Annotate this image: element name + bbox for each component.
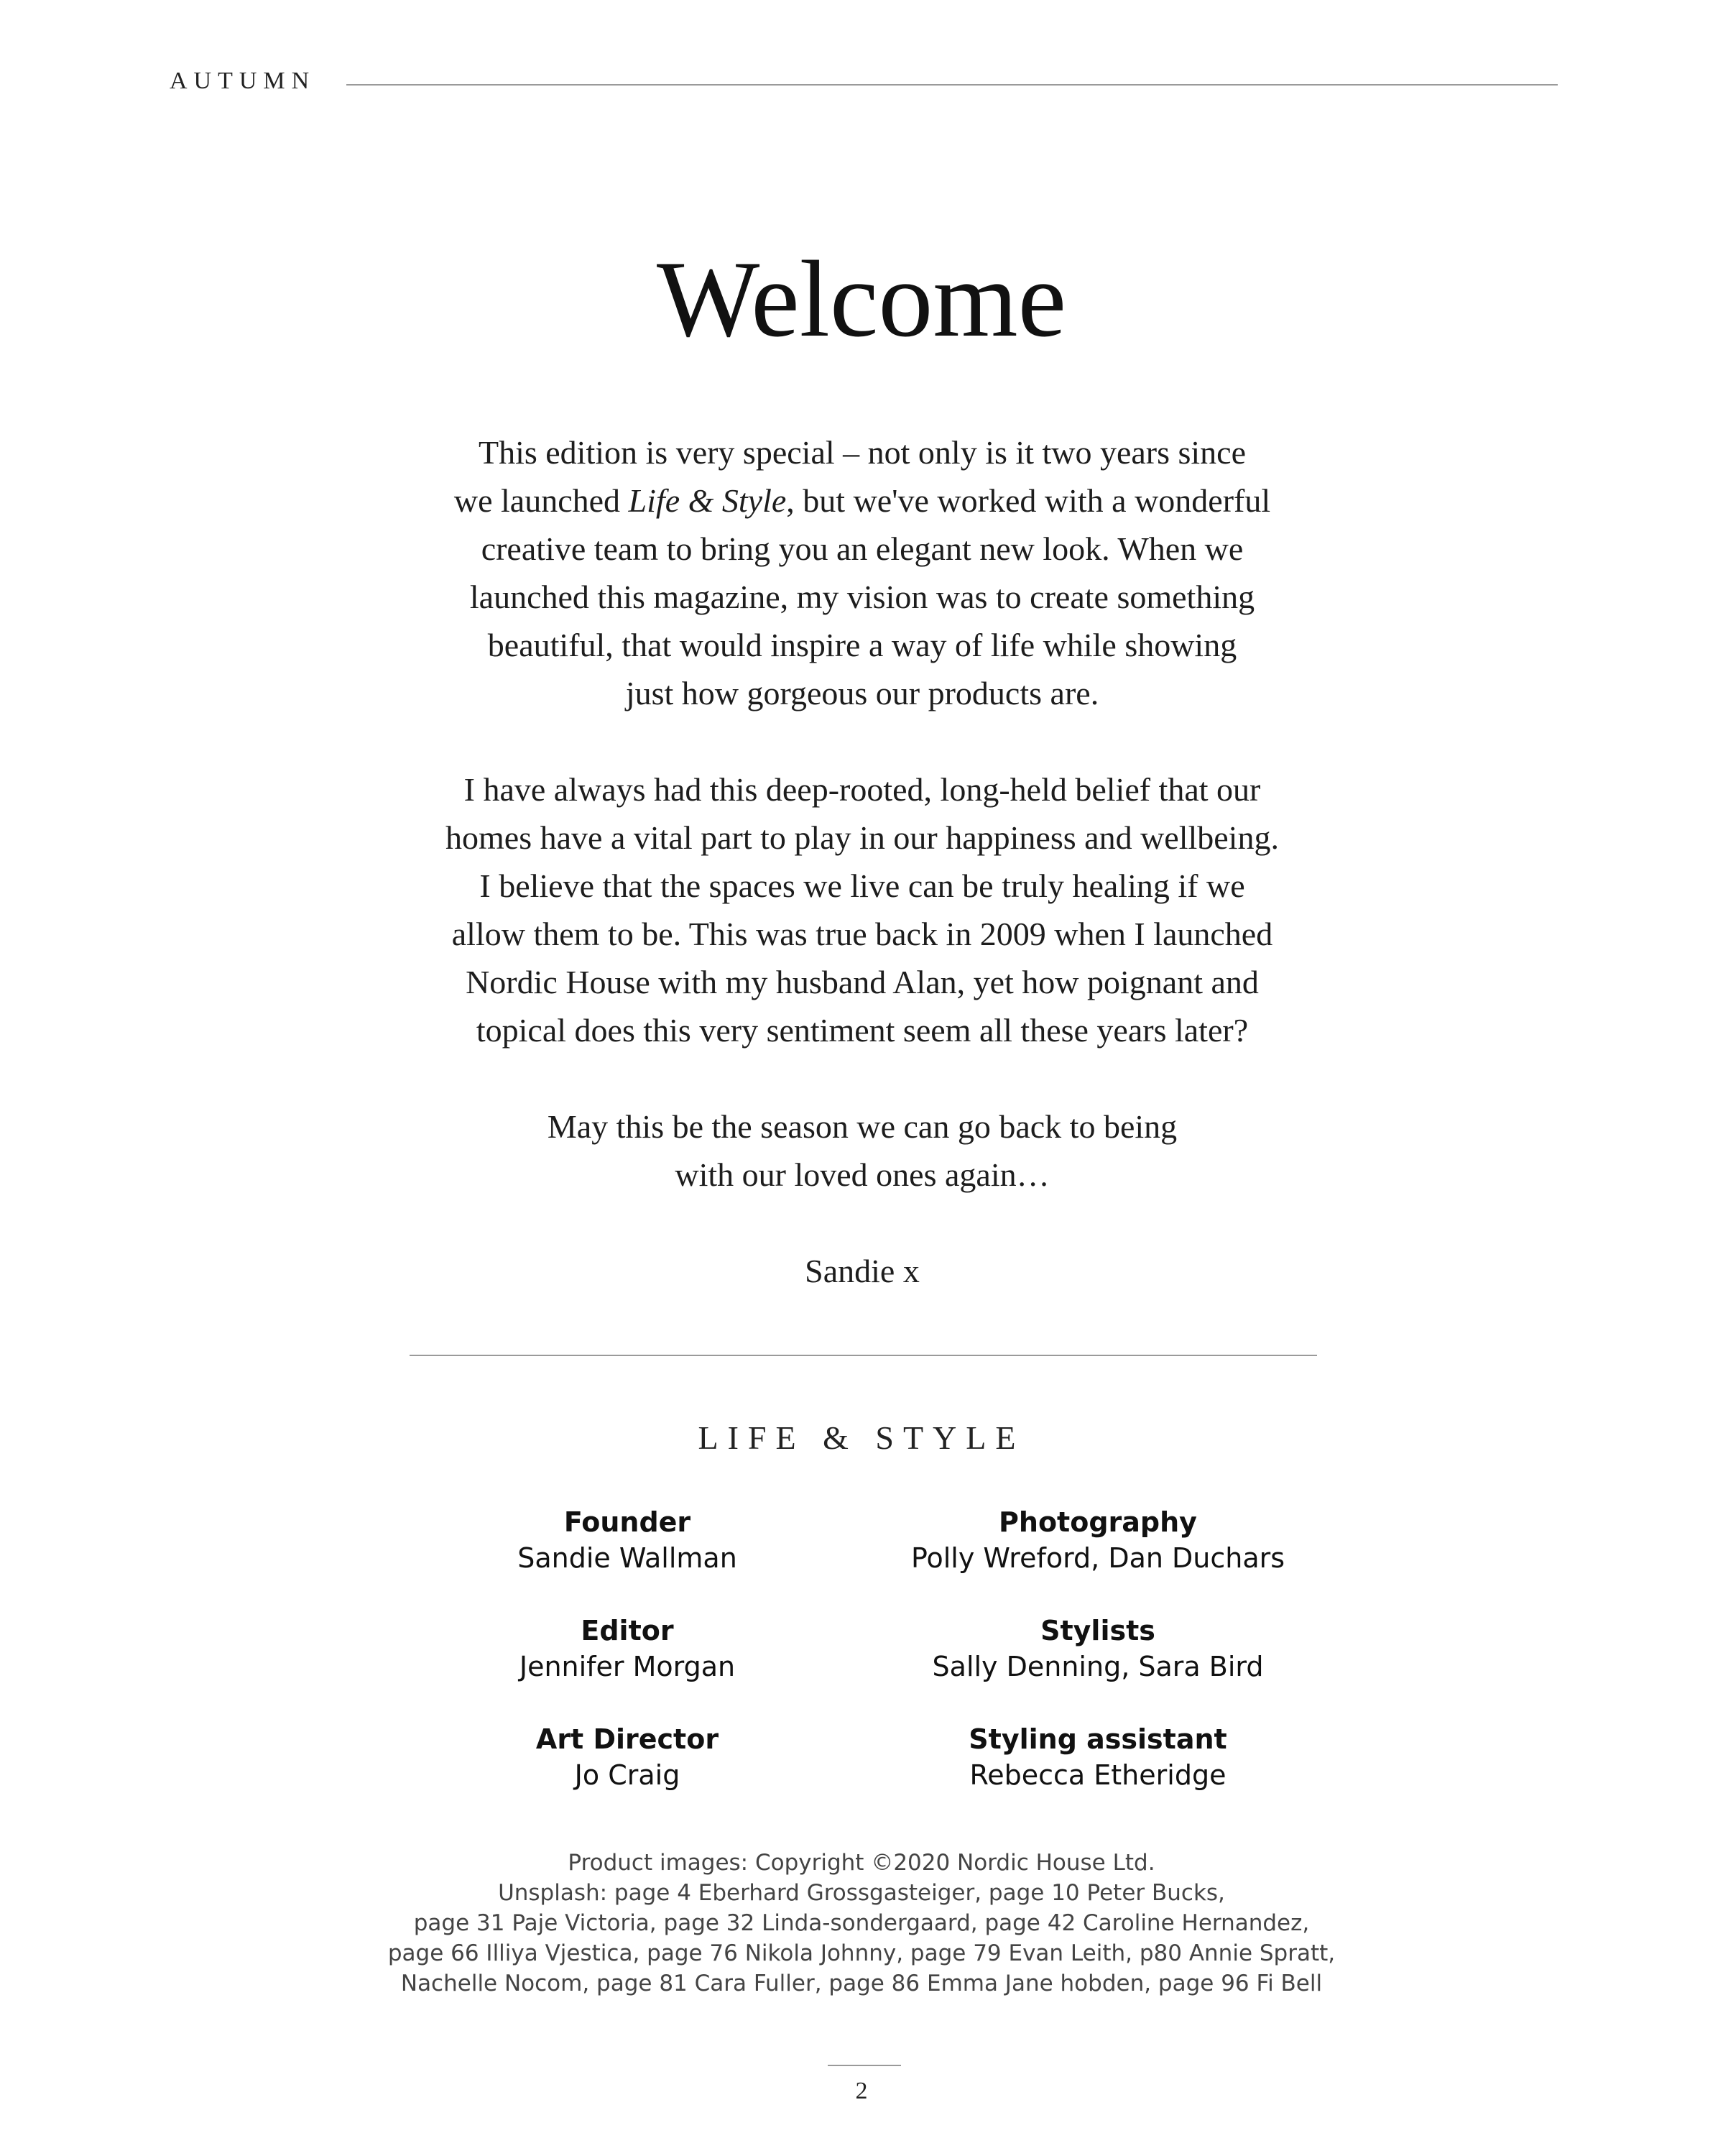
credit-names: Jo Craig [574, 1759, 680, 1791]
letter-line: homes have a vital part to play in our happiness and wellbeing. [445, 819, 1279, 856]
masthead-title: LIFE & STYLE [698, 1419, 1025, 1456]
letter-paragraph-3 [388, 1102, 1336, 1199]
welcome-letter [388, 428, 1336, 1343]
footnote-line: Nachelle Nocom, page 81 Cara Fuller, page 86 Emma Jane hobden, page 96 Fi Bell [400, 1971, 1323, 1996]
footnote-line: page 31 Paje Victoria, page 32 Linda-sondergaard, page 42 Caroline Hernandez, [413, 1910, 1310, 1936]
letter-line: I believe that the spaces we live can be truly healing if we [479, 867, 1245, 904]
footnote-line: Unsplash: page 4 Eberhard Grossgasteiger, page 10 Peter Bucks, [498, 1880, 1225, 1906]
page-title: Welcome [656, 239, 1067, 359]
credit-names: Sally Denning, Sara Bird [932, 1651, 1264, 1682]
credit-role: Photography [999, 1506, 1197, 1538]
credit-names: Jennifer Morgan [519, 1651, 736, 1682]
credit-editor [397, 1613, 857, 1721]
letter-line: I have always had this deep-rooted, long-held belief that our [463, 771, 1261, 808]
credit-role: Founder [563, 1506, 691, 1538]
letter-line: with our loved ones again… [675, 1156, 1050, 1193]
magazine-name: Life & Style [628, 482, 787, 519]
letter-line: May this be the season we can go back to being [547, 1108, 1178, 1145]
credit-names: Rebecca Etheridge [969, 1759, 1227, 1791]
footnote-line: page 66 Illiya Vjestica, page 76 Nikola Johnny, page 79 Evan Leith, p80 Annie Spratt, [387, 1940, 1336, 1966]
letter-line [388, 476, 1336, 525]
credit-names: Polly Wreford, Dan Duchars [910, 1542, 1285, 1574]
letter-line: creative team to bring you an elegant new look. When we [481, 530, 1244, 567]
letter-line: Nordic House with my husband Alan, yet how poignant and [466, 964, 1259, 1000]
letter-signoff: Sandie x [805, 1253, 920, 1289]
letter-line: This edition is very special – not only is it two years since [478, 434, 1247, 471]
footnote-line: Product images: Copyright ©2020 Nordic House Ltd. [568, 1850, 1155, 1876]
letter-line: launched this magazine, my vision was to create something [469, 579, 1255, 615]
letter-text: we launched [453, 482, 629, 519]
credit-names: Sandie Wallman [517, 1542, 737, 1574]
credit-role: Stylists [1040, 1615, 1155, 1646]
credit-role: Styling assistant [969, 1723, 1227, 1755]
letter-line: just how gorgeous our products are. [625, 675, 1099, 711]
credit-stylists [868, 1613, 1328, 1721]
credit-role: Art Director [535, 1723, 719, 1755]
page-number: 2 [855, 2078, 868, 2104]
credit-styling-assistant [868, 1721, 1328, 1830]
page-number-divider [828, 2065, 901, 2066]
credit-founder [397, 1504, 857, 1613]
credits-left-column [397, 1504, 857, 1830]
credit-art-director [397, 1721, 857, 1830]
letter-line: allow them to be. This was true back in 2009 when I launched [451, 916, 1273, 952]
letter-paragraph-2 [388, 765, 1336, 1054]
section-label: AUTUMN [170, 68, 316, 94]
letter-text: , but we've worked with a wonderful [786, 482, 1271, 519]
letter-line: topical does this very sentiment seem all these years later? [476, 1012, 1249, 1049]
credits-right-column [868, 1504, 1328, 1830]
credit-photography [868, 1504, 1328, 1613]
image-credits [0, 1848, 1723, 1999]
credit-role: Editor [581, 1615, 674, 1646]
letter-line: beautiful, that would inspire a way of life while showing [487, 627, 1237, 663]
letter-paragraph-1 [388, 428, 1336, 717]
section-divider [410, 1355, 1317, 1356]
header-divider [346, 84, 1558, 86]
